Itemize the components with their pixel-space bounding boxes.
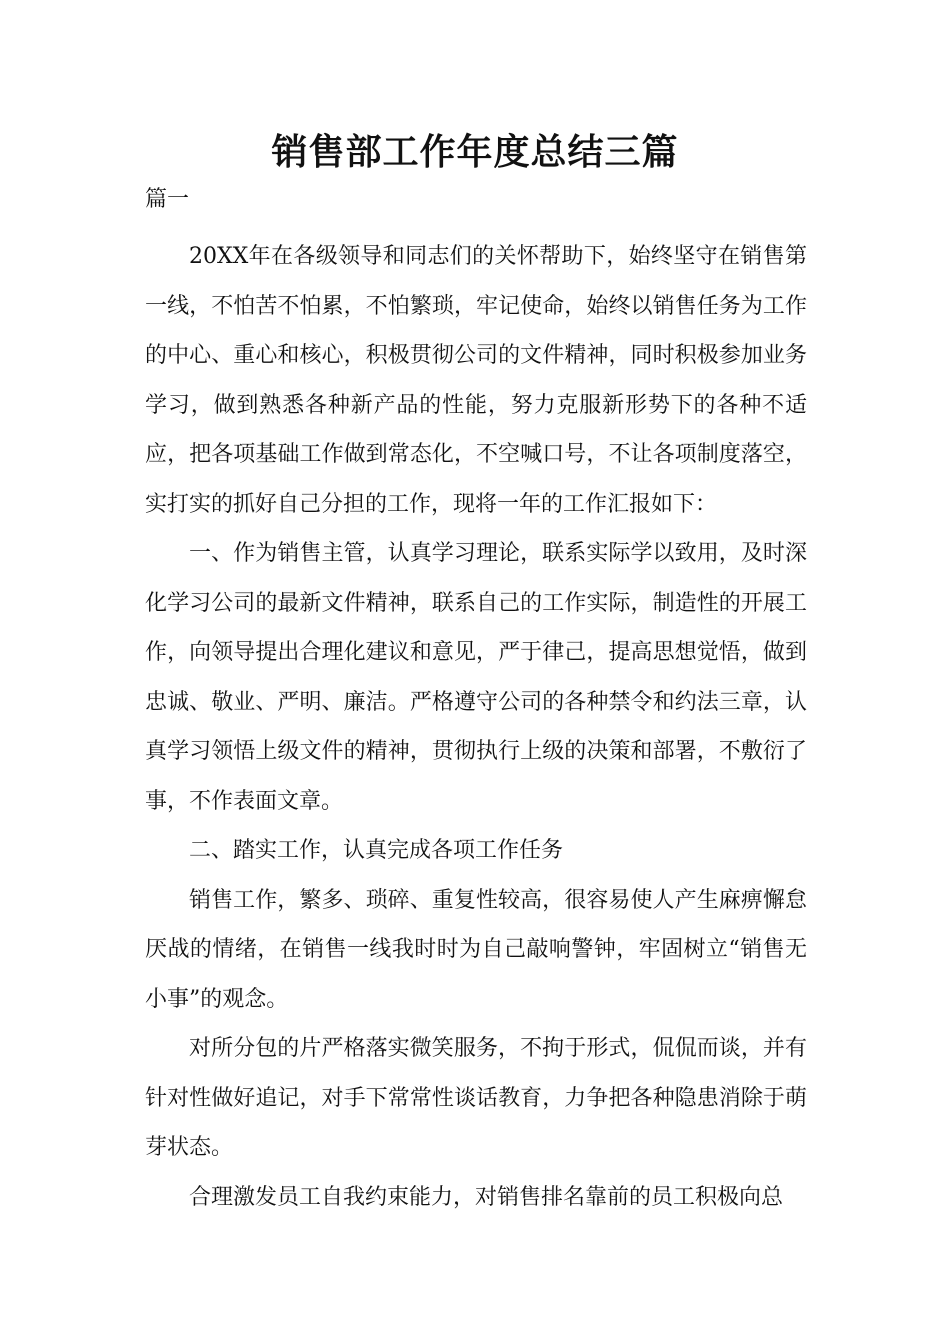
paragraph: 合理激发员工自我约束能力，对销售排名靠前的员工积极向总 — [189, 1184, 784, 1210]
paragraph: 对所分包的片严格落实微笑服务，不拘于形式，侃侃而谈，并有针对性做好追记，对手下常常性谈话教育，力争把各种隐患消除于萌芽状态。 — [145, 1036, 807, 1160]
document-body — [145, 232, 807, 1222]
document-title: 销售部工作年度总结三篇 — [271, 132, 679, 173]
paragraph: 一、作为销售主管，认真学习理论，联系实际学以致用，及时深化学习公司的最新文件精神，联系自己的工作实际，制造性的开展工作，向领导提出合理化建议和意见，严于律己，提高思想觉悟，做到忠诚、敬业、严明、廉洁。严格遵守公司的各种禁令和约法三章，认真学习领悟上级文件的精神，贯彻执行上级的决策和部署，不敷衍了事，不作表面文章。 — [145, 541, 807, 814]
paragraph: 20XX年在各级领导和同志们的关怀帮助下，始终坚守在销售第一线，不怕苦不怕累，不怕繁琐，牢记使命，始终以销售任务为工作的中心、重心和核心，积极贯彻公司的文件精神，同时积极参加业务学习，做到熟悉各种新产品的性能，努力克服新形势下的各种不适应，把各项基础工作做到常态化，不空喊口号，不让各项制度落空，实打实的抓好自己分担的工作，现将一年的工作汇报如下： — [145, 244, 807, 517]
paragraph-heading: 二、踏实工作，认真完成各项工作任务 — [189, 838, 564, 863]
paragraph: 销售工作，繁多、琐碎、重复性较高，很容易使人产生麻痹懈怠厌战的情绪，在销售一线我时时为自己敲响警钟，牢固树立“销售无小事”的观念。 — [145, 887, 807, 1012]
section-label: 篇一 — [145, 187, 190, 212]
